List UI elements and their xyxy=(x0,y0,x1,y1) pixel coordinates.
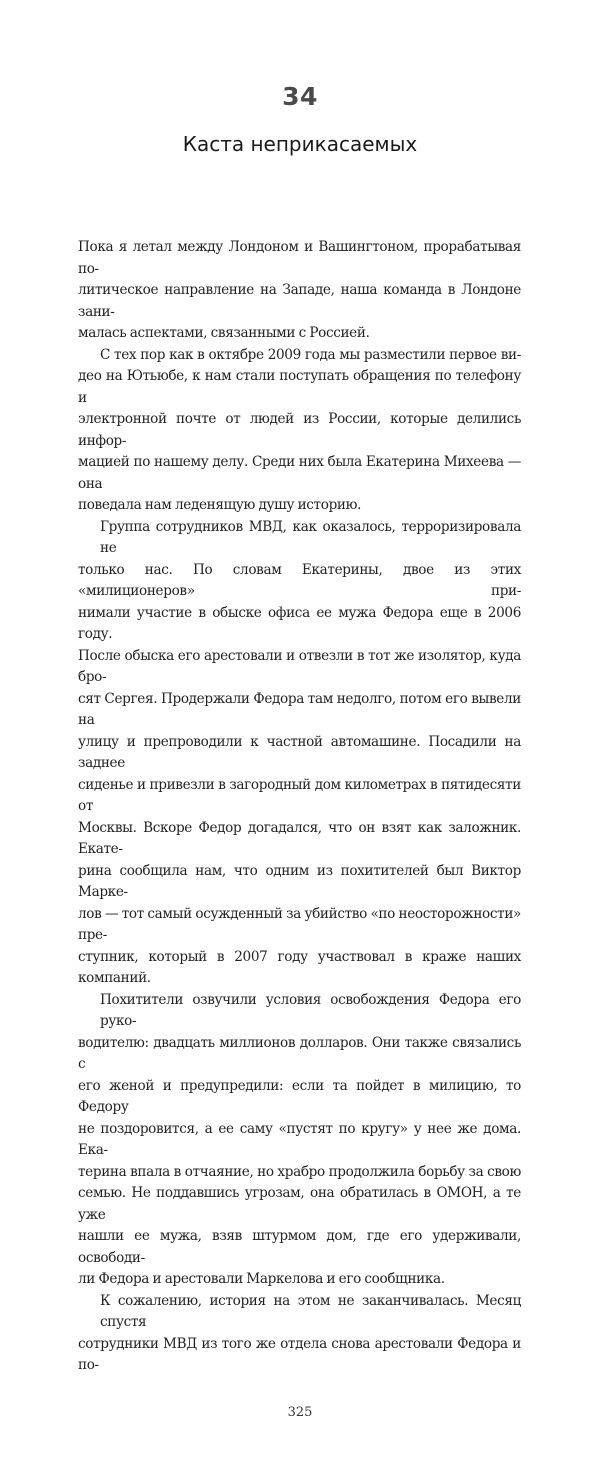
text-line: део на Ютьюбе, к нам стали поступать обращения по телефону и xyxy=(78,368,521,406)
text-line: нимали участие в обыске офиса ее мужа Федора еще в 2006 году. xyxy=(78,604,521,642)
text-line: После обыска его арестовали и отвезли в тот же изолятор, куда бро- xyxy=(78,647,521,685)
text-line: ступник, который в 2007 году участвовал в краже наших компаний. xyxy=(78,948,521,986)
paragraph xyxy=(78,990,521,1291)
text-line: рина сообщила нам, что одним из похитителей был Виктор Марке- xyxy=(78,862,521,900)
text-line: литическое направление на Западе, наша команда в Лондоне зани- xyxy=(78,282,521,320)
text-line: улицу и препроводили к частной автомашине. Посадили на заднее xyxy=(78,733,521,771)
text-line: сиденье и привезли в загородный дом километрах в пятидесяти от xyxy=(78,776,521,814)
text-line: только нас. По словам Екатерины, двое из этих «милиционеров» при- xyxy=(78,561,521,599)
body-text xyxy=(78,237,521,1377)
text-line: его женой и предупредили: если та пойдет в милицию, то Федору xyxy=(78,1077,521,1115)
paragraph xyxy=(78,345,521,517)
text-line: не поздоровится, а ее саму «пустят по кругу» у нее же дома. Ека- xyxy=(78,1120,521,1158)
text-line: Москвы. Вскоре Федор догадался, что он взят как заложник. Екате- xyxy=(78,819,521,857)
text-line: К сожалению, история на этом не заканчивалась. Месяц спустя xyxy=(100,1292,521,1330)
text-line: ли Федора и арестовали Маркелова и его сообщника. xyxy=(78,1271,445,1287)
text-line: поведала нам леденящую душу историю. xyxy=(78,497,362,513)
text-line: малась аспектами, связанными с Россией. xyxy=(78,325,370,341)
text-line: семью. Не поддавшись угрозам, она обратилась в ОМОН, а те уже xyxy=(78,1185,521,1223)
text-line: водителю: двадцать миллионов долларов. Они также связались с xyxy=(78,1034,521,1072)
text-line: С тех пор как в октябре 2009 года мы разместили первое ви- xyxy=(100,346,521,363)
text-line: сотрудники МВД из того же отдела снова арестовали Федора и по- xyxy=(78,1335,521,1373)
chapter-title: Каста неприкасаемых xyxy=(182,132,418,156)
paragraph xyxy=(78,1291,521,1377)
page-number: 325 xyxy=(287,1404,313,1420)
text-line: мацией по нашему делу. Среди них была Екатерина Михеева — она xyxy=(78,454,521,492)
text-line: электронной почте от людей из России, которые делились инфор- xyxy=(78,411,521,449)
text-line: нашли ее мужа, взяв штурмом дом, где его удерживали, освободи- xyxy=(78,1228,521,1266)
text-line: Пока я летал между Лондоном и Вашингтоном, прорабатывая по- xyxy=(78,239,521,277)
paragraph xyxy=(78,517,521,990)
text-line: лов — тот самый осужденный за убийство «по неосторожности» пре- xyxy=(78,905,521,943)
text-line: сят Сергея. Продержали Федора там недолго, потом его вывели на xyxy=(78,690,521,728)
text-line: терина впала в отчаяние, но храбро продолжила борьбу за свою xyxy=(78,1163,521,1180)
text-line: Похитители озвучили условия освобождения Федора его руко- xyxy=(100,991,521,1029)
paragraph xyxy=(78,237,521,345)
chapter-number: 34 xyxy=(282,82,318,111)
text-line: Группа сотрудников МВД, как оказалось, терроризировала не xyxy=(100,518,521,556)
